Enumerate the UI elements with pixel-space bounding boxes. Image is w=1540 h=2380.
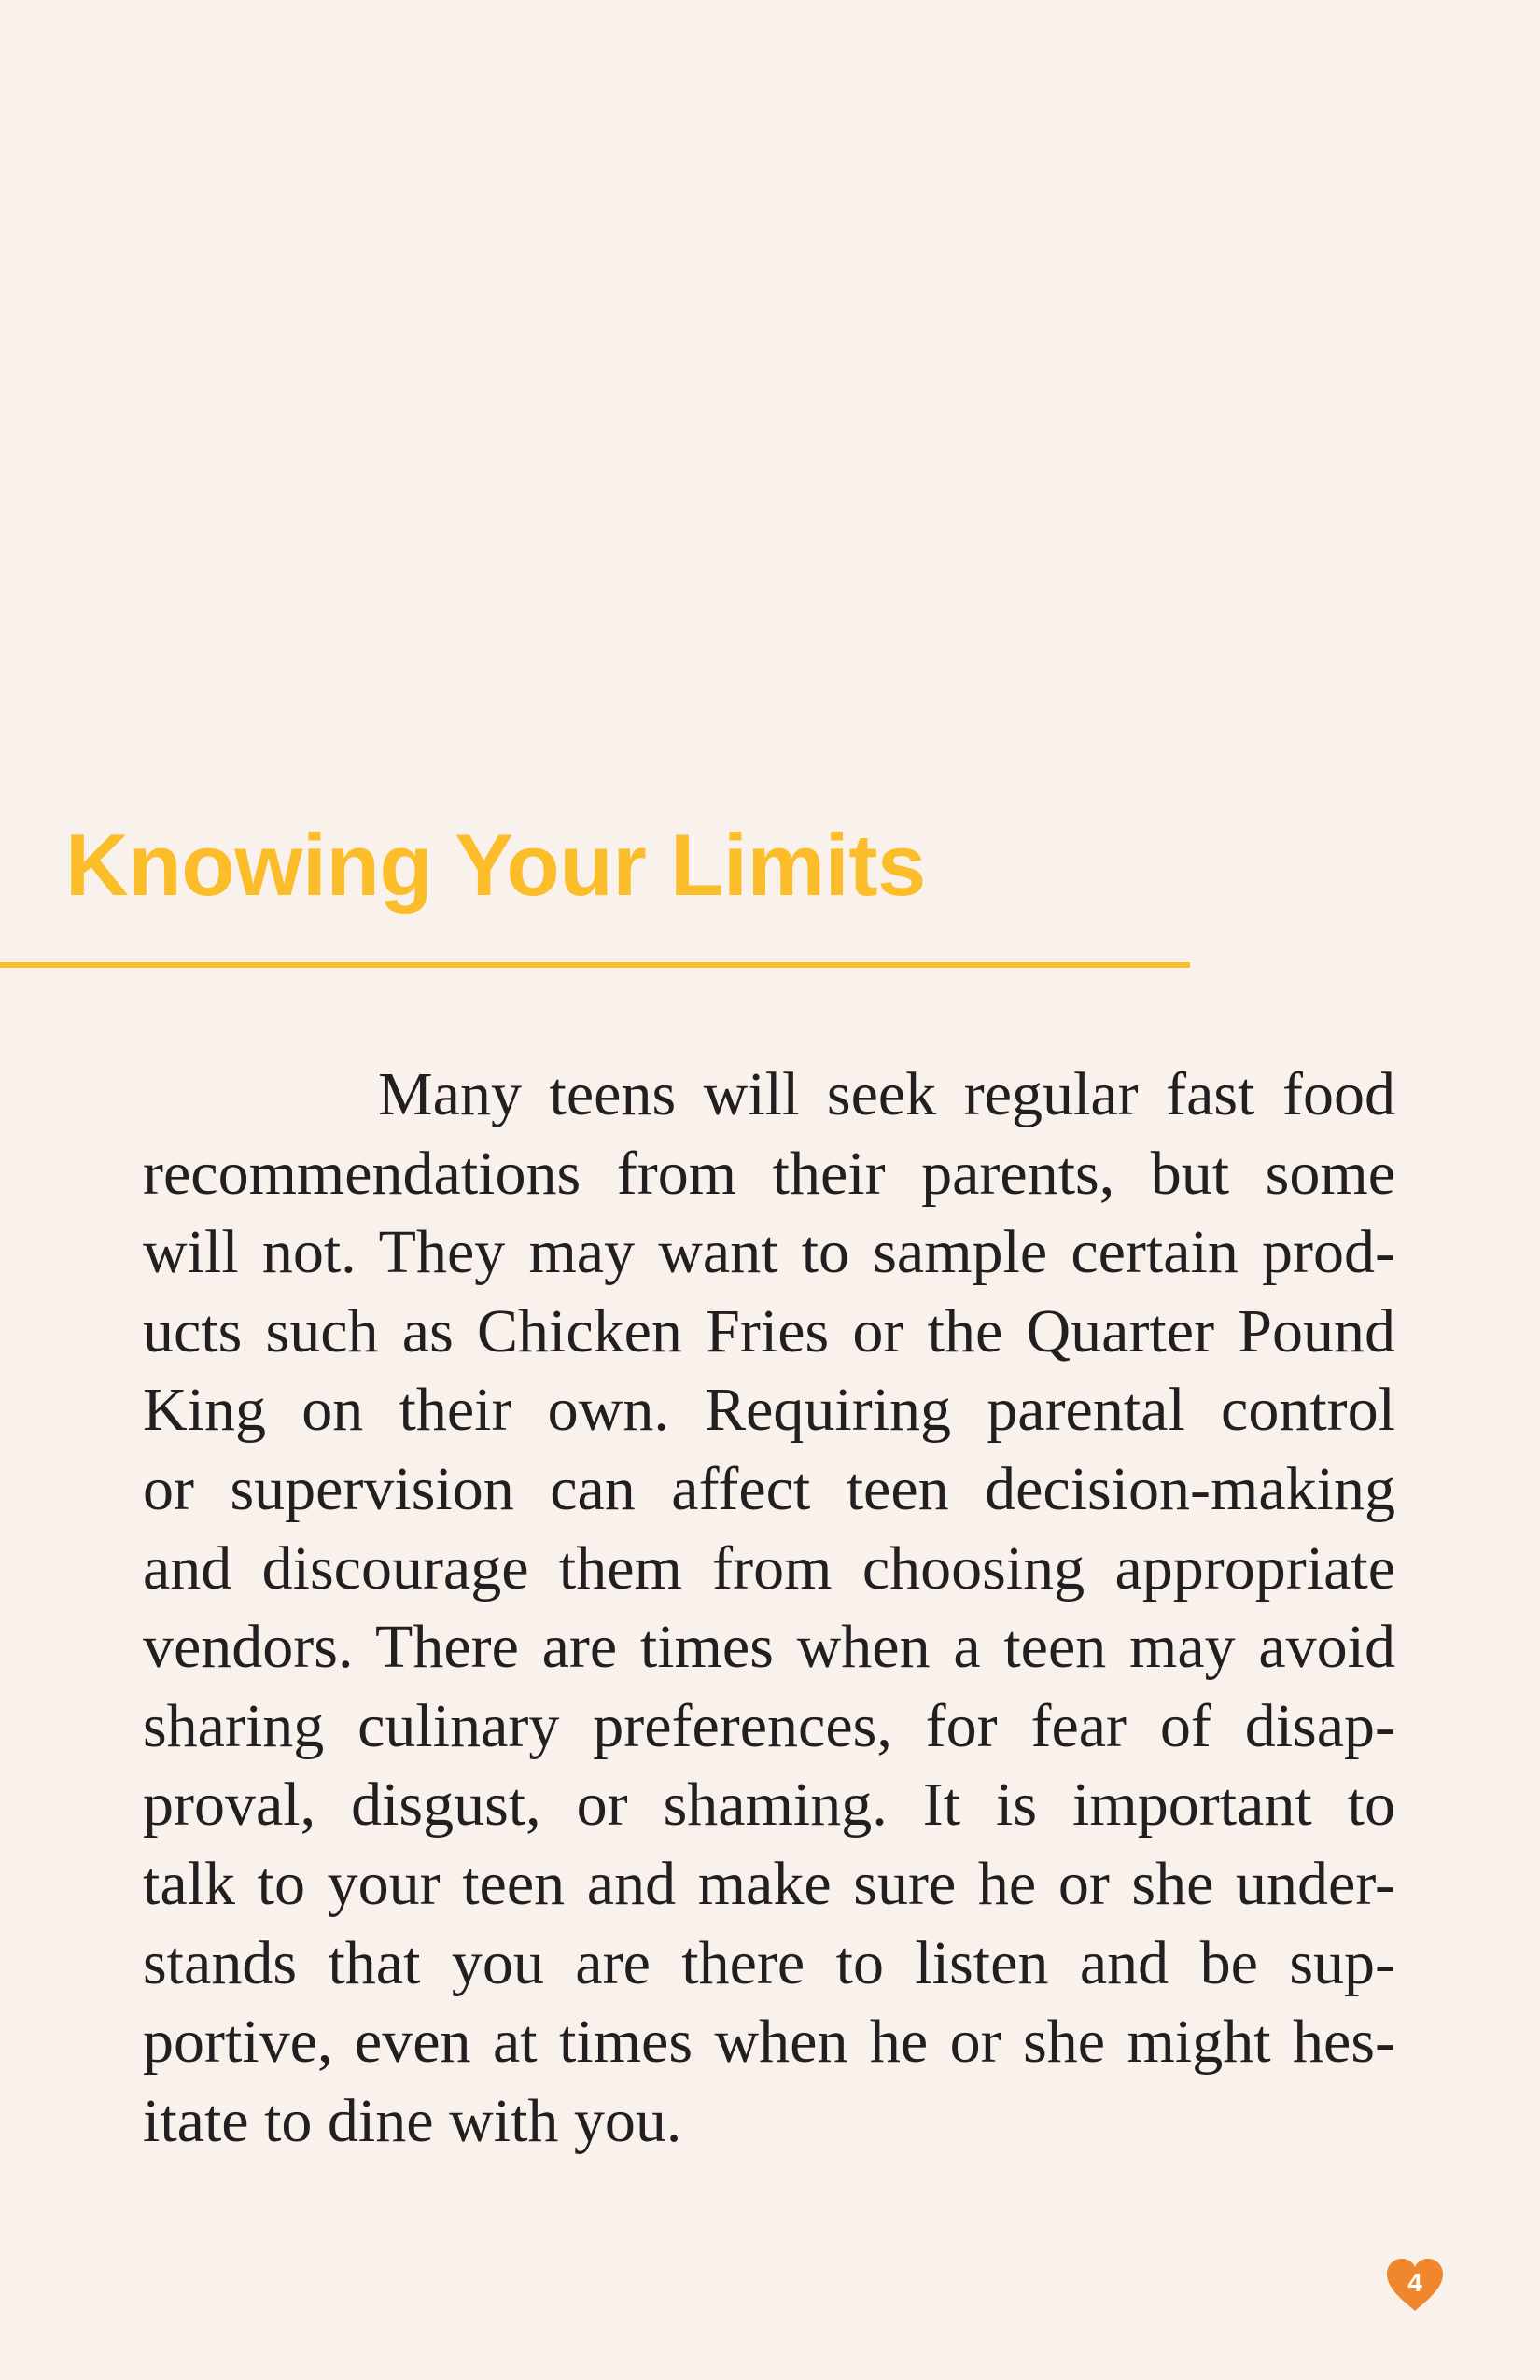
paragraph-line: or supervision can affect teen decision-making: [143, 1454, 1395, 1523]
paragraph-line: and discourage them from choosing appropriate: [143, 1533, 1395, 1603]
paragraph-line: itate to dine with you.: [143, 2086, 682, 2155]
paragraph-line: will not. They may want to sample certain prod-: [143, 1218, 1395, 1287]
paragraph-line: portive, even at times when he or she might hes-: [143, 2008, 1395, 2077]
paragraph-line: Many teens will seek regular fast food: [378, 1060, 1395, 1128]
paragraph-line: King on their own. Requiring parental control: [143, 1376, 1395, 1445]
paragraph-line: talk to your teen and make sure he or she under-: [143, 1849, 1395, 1918]
title-divider: [0, 962, 1190, 968]
paragraph-line: ucts such as Chicken Fries or the Quarter Pound: [143, 1296, 1395, 1365]
paragraph-line: vendors. There are times when a teen may avoid: [143, 1613, 1395, 1682]
body-paragraph: [143, 1056, 1395, 2161]
paragraph-line: stands that you are there to listen and be sup-: [143, 1928, 1395, 1997]
page-number: 4: [1407, 2268, 1422, 2297]
paragraph-line: recommendations from their parents, but some: [143, 1139, 1395, 1208]
page-number-badge: [1384, 2257, 1446, 2313]
paragraph-line: sharing culinary preferences, for fear of disap-: [143, 1691, 1395, 1760]
paragraph-line: proval, disgust, or shaming. It is important to: [143, 1771, 1395, 1840]
page-title: Knowing Your Limits: [65, 816, 926, 914]
